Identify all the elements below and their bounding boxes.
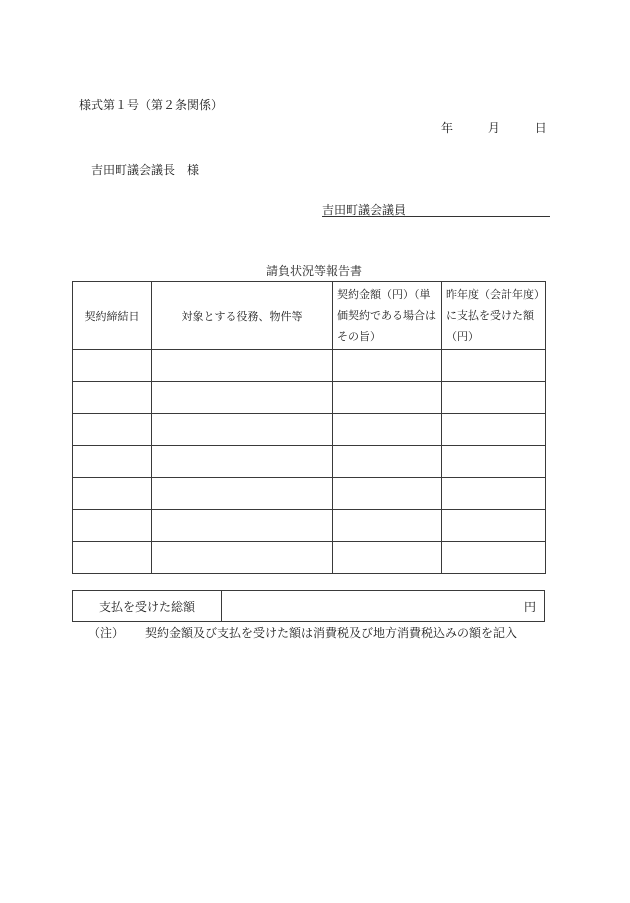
total-amount-table: [72, 590, 545, 622]
table-cell[interactable]: [442, 446, 546, 478]
table-row: [73, 510, 546, 542]
table-cell[interactable]: [442, 350, 546, 382]
signer-label: 吉田町議会議員: [322, 203, 407, 217]
date-month-label: 月: [487, 121, 500, 135]
footnote-mark: （注）: [88, 626, 125, 640]
table-row: [73, 478, 546, 510]
table-cell[interactable]: [333, 382, 442, 414]
report-table: [72, 281, 546, 574]
header-amount-received: 昨年度（会計年度）に支払を受けた額（円）: [442, 282, 546, 350]
header-contract-date: 契約締結日: [73, 282, 152, 350]
table-cell[interactable]: [442, 382, 546, 414]
table-cell[interactable]: [152, 478, 333, 510]
table-cell[interactable]: [442, 478, 546, 510]
table-cell[interactable]: [152, 542, 333, 574]
table-cell[interactable]: [152, 382, 333, 414]
table-cell[interactable]: [442, 414, 546, 446]
table-cell[interactable]: [152, 414, 333, 446]
table-cell[interactable]: [333, 478, 442, 510]
addressee: 吉田町議会議長 様: [91, 163, 200, 177]
table-row: [73, 350, 546, 382]
table-row: [73, 446, 546, 478]
table-row: [73, 382, 546, 414]
table-cell[interactable]: [333, 542, 442, 574]
table-cell[interactable]: [152, 350, 333, 382]
footnote-text: 契約金額及び支払を受けた額は消費税及び地方消費税込みの額を記入: [145, 626, 518, 640]
table-row: [73, 542, 546, 574]
table-cell[interactable]: [333, 350, 442, 382]
footnote: [88, 624, 517, 641]
table-cell[interactable]: [73, 414, 152, 446]
total-unit: 円: [523, 599, 536, 614]
total-label: 支払を受けた総額: [73, 591, 222, 622]
table-cell[interactable]: [442, 542, 546, 574]
date-year-label: 年: [441, 121, 454, 135]
table-cell[interactable]: [333, 510, 442, 542]
signer-line: [322, 201, 550, 217]
table-row: [73, 414, 546, 446]
form-number: 様式第１号（第２条関係）: [79, 98, 224, 112]
table-cell[interactable]: [152, 510, 333, 542]
table-cell[interactable]: [73, 446, 152, 478]
table-cell[interactable]: [73, 478, 152, 510]
table-cell[interactable]: [333, 446, 442, 478]
header-target-services: 対象とする役務、物件等: [152, 282, 333, 350]
table-cell[interactable]: [73, 350, 152, 382]
table-cell[interactable]: [333, 414, 442, 446]
table-cell[interactable]: [442, 510, 546, 542]
date-line: [441, 119, 547, 136]
total-amount-field[interactable]: [222, 591, 545, 622]
table-cell[interactable]: [73, 382, 152, 414]
table-cell[interactable]: [73, 510, 152, 542]
table-header-row: [73, 282, 546, 350]
table-cell[interactable]: [152, 446, 333, 478]
header-contract-amount: 契約金額（円）（単価契約である場合はその旨）: [333, 282, 442, 350]
total-row: [73, 591, 545, 622]
table-cell[interactable]: [73, 542, 152, 574]
date-day-label: 日: [534, 121, 547, 135]
document-title: 請負状況等報告書: [266, 264, 363, 278]
